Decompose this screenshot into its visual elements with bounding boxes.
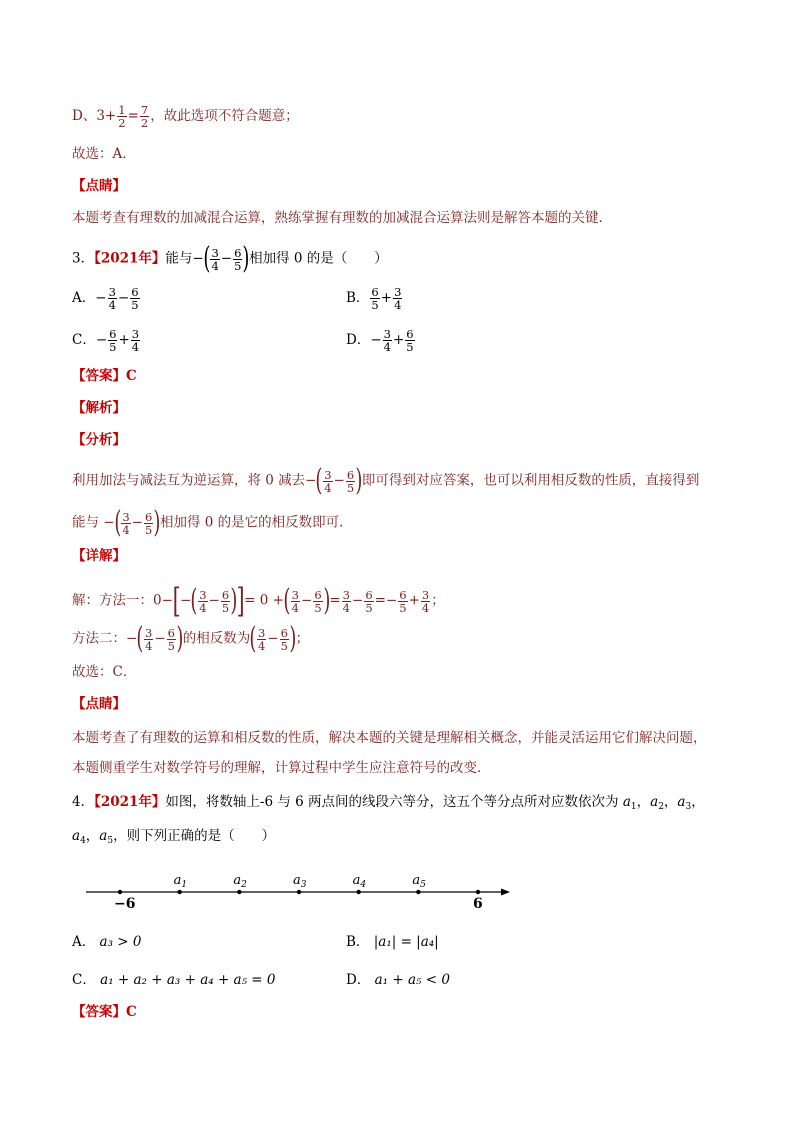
point-5 [416,890,420,894]
question-4-line-2: $a_4$，$a_5$，则下列正确的是（ ） [72,828,276,846]
label-a1: $a_1$ [173,873,188,890]
solution-method-2: 方法二：−( $\frac{3}{4}$ − $\frac{6}{5}$ )的相反数为( $\frac{3}{4}$ − $\frac{6}{5}$ )； [72,621,310,656]
solution-method-1: 解：方法一：0−[−( $\frac{3}{4}$ − $\frac{6}{5}$ )]= 0 +( $\frac{3}{4}$ − $\frac{6}{5}$ )= $\frac{3}{4}$ − $\frac{6}{5}$ =− $\frac{6}{5}$ + $\frac{3}{4}$ ； [72,581,445,621]
option-c[interactable]: C．− $\frac{6}{5}$ + $\frac{3}{4}$ [72,327,140,354]
point-3 [297,890,301,894]
section-heading-dianjing: 【点睛】 [72,178,126,194]
summary-text: 本题考查有理数的加减混合运算，熟练掌握有理数的加减混合运算法则是解答本题的关键． [72,210,612,226]
analysis-line-1: 利用加法与减法互为逆运算，将 0 减去−( $\frac{3}{4}$ − $\frac{6}{5}$ )即可得到对应答案，也可以利用相反数的性质，直接得到 [72,463,700,498]
q4-option-a[interactable]: A． a₃ > 0 [72,934,142,950]
label-a4: $a_4$ [352,873,367,890]
q4-option-c[interactable]: C． a₁ + a₂ + a₃ + a₄ + a₅ = 0 [72,972,276,988]
question-3: 3．【2021年】能与−( $\frac{3}{4}$ − $\frac{6}{5}$ )相加得 0 的是（ ） [72,241,388,276]
label-left: −6 [114,896,136,912]
option-b[interactable]: B． $\frac{6}{5}$ + $\frac{3}{4}$ [346,285,402,312]
fraction: $\frac{1}{2}$ [118,103,126,130]
option-d-conclusion: D、3+ $\frac{1}{2}$ = $\frac{7}{2}$ ，故此选项不符合题意； [72,103,299,130]
answer-3: 【答案】C [72,368,137,384]
arrow-icon [501,889,510,896]
question-4: 4．【2021年】如图，将数轴上-6 与 6 两点间的线段六等分，这五个等分点所对应数依次为 $a_1$，$a_2$，$a_3$， [72,794,705,812]
point-0 [118,890,122,894]
year-tag: 【2021年】 [94,794,166,810]
q4-option-b[interactable]: B． |a₁| = |a₄| [346,934,439,950]
summary-text-2b: 本题侧重学生对数学符号的理解，计算过程中学生应注意符号的改变． [72,760,491,776]
label-a2: $a_2$ [233,873,247,890]
q4-option-d[interactable]: D． a₁ + a₅ < 0 [346,972,450,988]
section-heading-dianjing-2: 【点睛】 [72,696,126,712]
answer-4: 【答案】C [72,1004,137,1020]
section-heading-xiangjie: 【详解】 [72,548,126,564]
section-heading-jiexi: 【解析】 [72,400,126,416]
year-tag: 【2021年】 [94,250,166,267]
label-right: 6 [473,896,483,912]
analysis-line-2: 能与 −( $\frac{3}{4}$ − $\frac{6}{5}$ )相加得 0 的是它的相反数即可． [72,505,353,540]
point-2 [237,890,241,894]
fraction: $\frac{7}{2}$ [140,103,149,130]
choice-line-2: 故选：C． [72,664,137,680]
label: D、3+ [72,108,117,124]
section-heading-fenxi: 【分析】 [72,432,126,448]
point-1 [177,890,181,894]
choice-line: 故选：A． [72,146,136,162]
option-a[interactable]: A．− $\frac{3}{4}$ − $\frac{6}{5}$ [72,285,139,312]
summary-text-2a: 本题考查了有理数的运算和相反数的性质，解决本题的关键是理解相关概念，并能灵活运用它们解决问题， [72,730,707,746]
number-line [80,868,520,918]
option-d[interactable]: D．− $\frac{3}{4}$ + $\frac{6}{5}$ [346,327,414,354]
label-a5: $a_5$ [412,873,426,890]
label-a3: $a_3$ [293,873,307,890]
point-6 [476,890,480,894]
point-4 [356,890,360,894]
